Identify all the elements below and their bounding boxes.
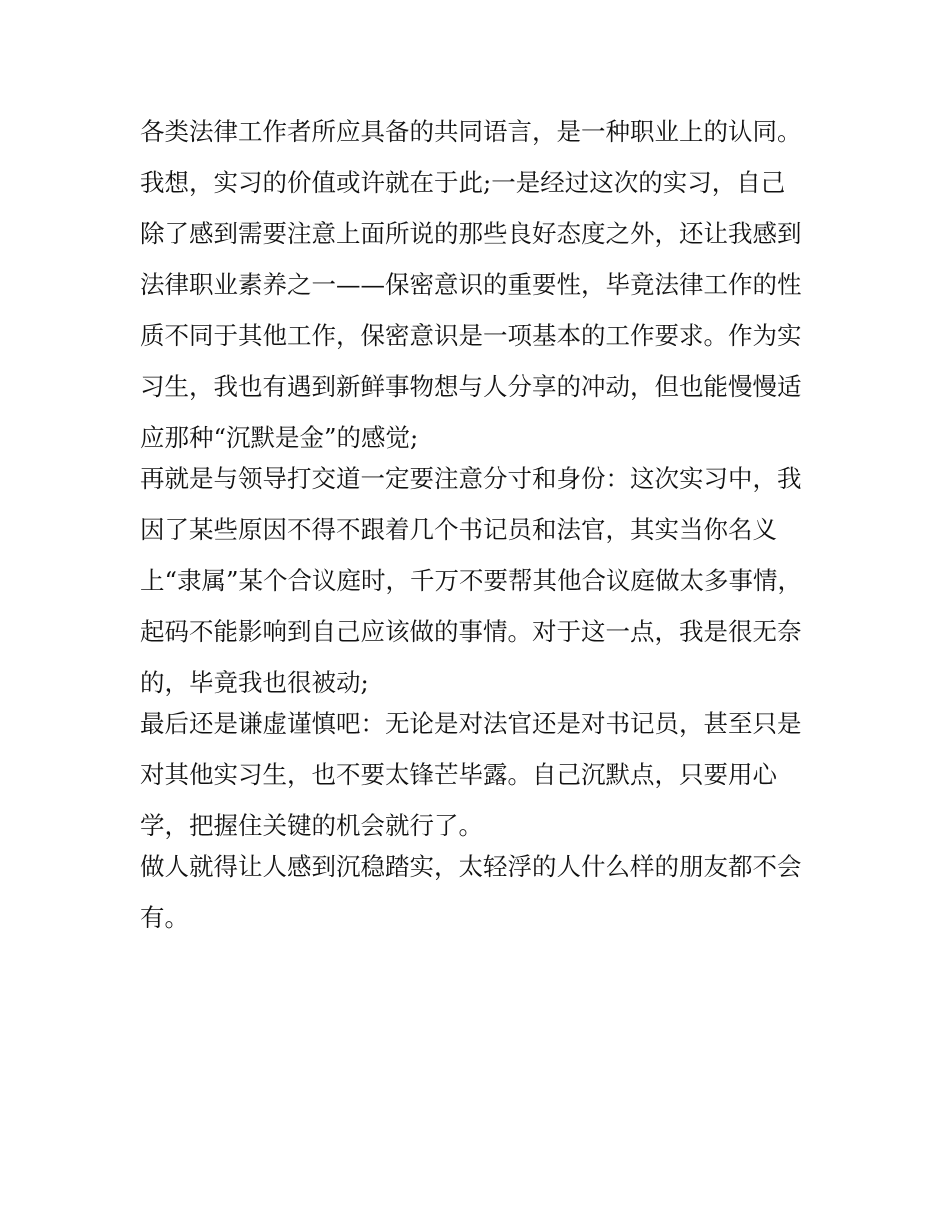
text-line: 学，把握住关键的机会就行了。 [140, 811, 483, 840]
text-line: 除了感到需要注意上面所说的那些良好态度之外，还让我感到 [140, 219, 802, 248]
text-line: 各类法律工作者所应具备的共同语言，是一种职业上的认同。 [140, 117, 802, 146]
text-line: 我想，实习的价值或许就在于此;一是经过这次的实习，自己 [140, 168, 786, 197]
text-line: 法律职业素养之一——保密意识的重要性，毕竟法律工作的性 [140, 270, 802, 299]
text-line: 起码不能影响到自己应该做的事情。对于这一点，我是很无奈 [140, 617, 802, 646]
text-line: 有。 [140, 903, 189, 932]
text-line: 习生，我也有遇到新鲜事物想与人分享的冲动，但也能慢慢适 [140, 372, 802, 401]
text-line: 质不同于其他工作，保密意识是一项基本的工作要求。作为实 [140, 321, 802, 350]
text-line: 应那种“沉默是金”的感觉; [140, 423, 419, 452]
text-line: 最后还是谦虚谨慎吧：无论是对法官还是对书记员，甚至只是 [140, 709, 802, 738]
text-line: 因了某些原因不得不跟着几个书记员和法官，其实当你名义 [140, 515, 777, 544]
document-body [140, 106, 820, 943]
text-line: 做人就得让人感到沉稳踏实，太轻浮的人什么样的朋友都不会 [140, 852, 802, 881]
text-line: 再就是与领导打交道一定要注意分寸和身份：这次实习中，我 [140, 464, 802, 493]
text-line: 对其他实习生，也不要太锋芒毕露。自己沉默点，只要用心 [140, 760, 777, 789]
text-line: 上“隶属”某个合议庭时，千万不要帮其他合议庭做太多事情， [140, 566, 803, 595]
text-line: 的，毕竟我也很被动; [140, 668, 369, 697]
